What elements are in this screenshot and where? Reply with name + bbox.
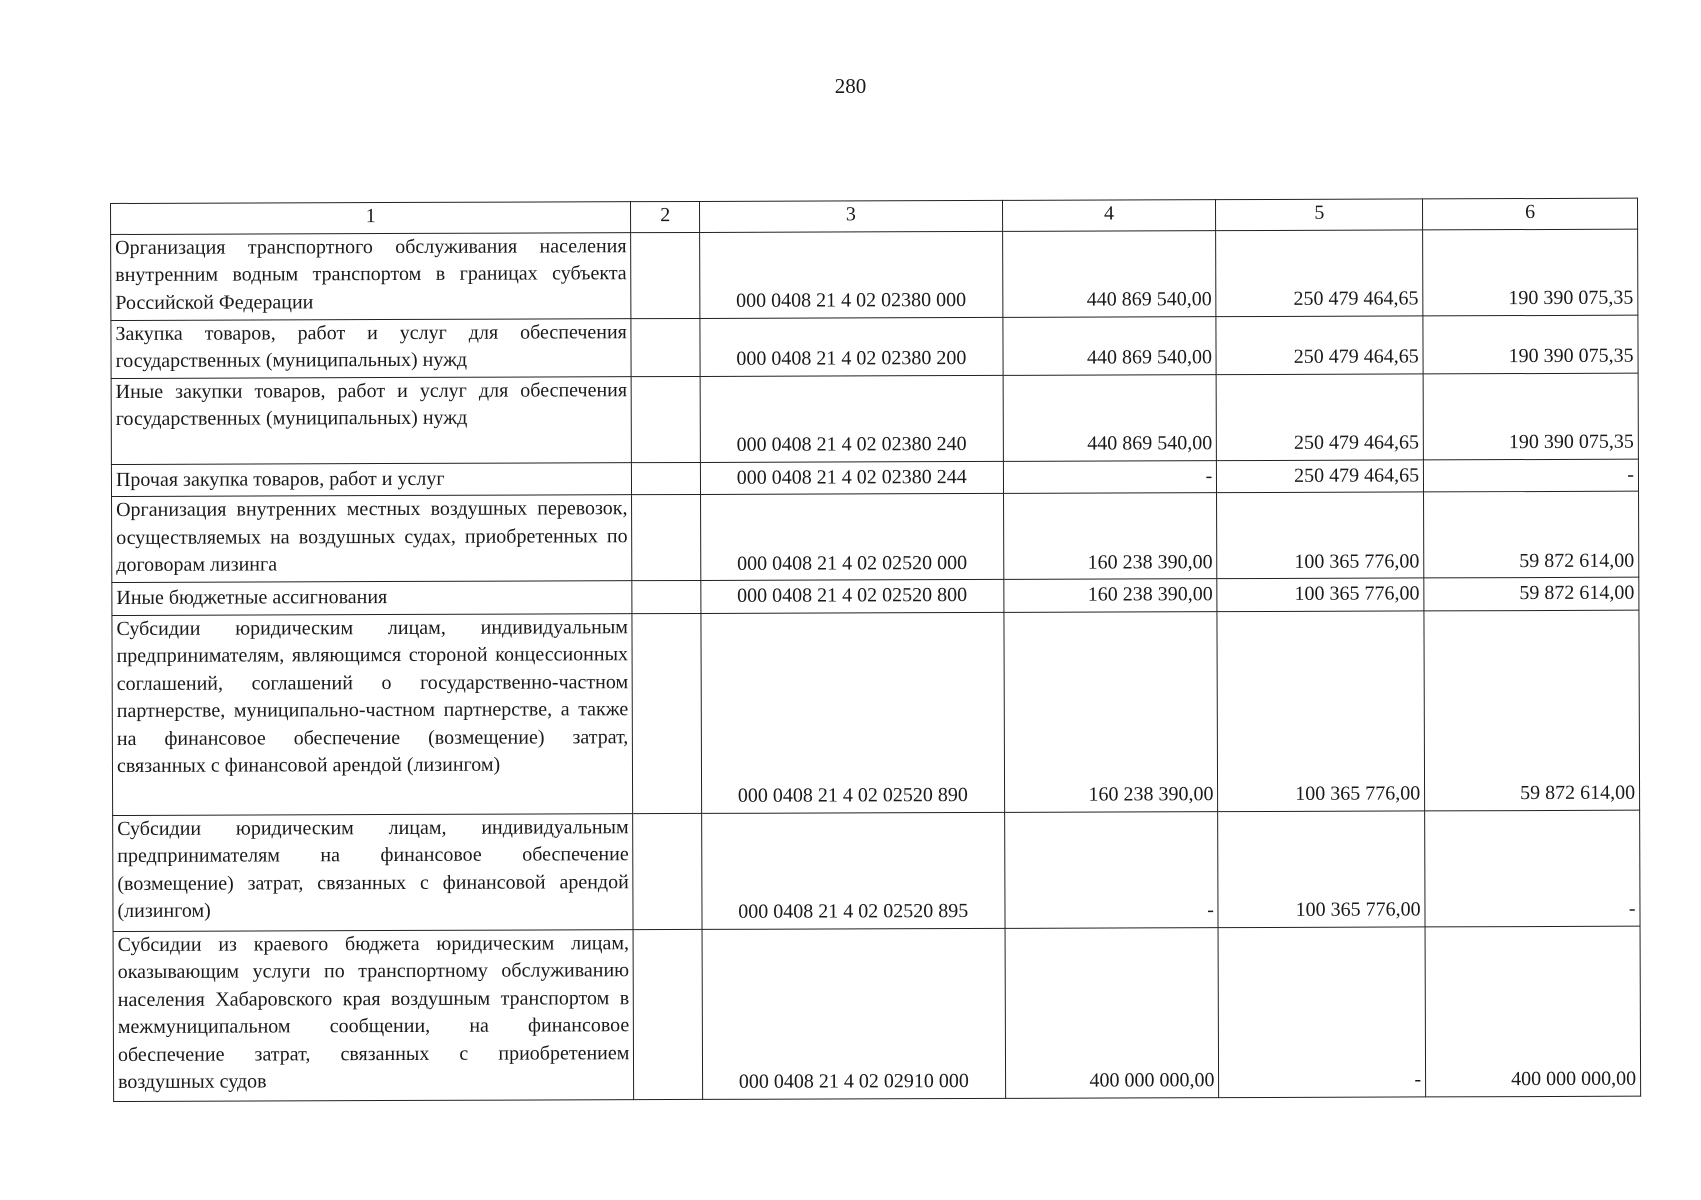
- column-header-6: 6: [1423, 198, 1638, 229]
- row-col2: [632, 613, 701, 813]
- row-col2: [632, 580, 701, 613]
- table-row: [111, 459, 1638, 497]
- row-code: 000 0408 21 4 02 02520 895: [702, 812, 1005, 929]
- row-col6: -: [1425, 810, 1640, 927]
- row-name: Организация внутренних местных воздушных перевозок, осуществляемых на воздушных судах, приобретенных по договорам лизинга: [112, 495, 633, 583]
- row-code: 000 0408 21 4 02 02910 000: [702, 928, 1005, 1099]
- row-col6: 190 390 075,35: [1423, 373, 1638, 460]
- table-row: [112, 491, 1639, 582]
- row-code: 000 0408 21 4 02 02380 200: [700, 317, 1003, 376]
- row-col5: 250 479 464,65: [1216, 315, 1423, 374]
- row-code: 000 0408 21 4 02 02520 800: [701, 579, 1004, 613]
- row-code: 000 0408 21 4 02 02520 890: [701, 612, 1004, 813]
- row-col5: 100 365 776,00: [1217, 578, 1424, 611]
- table-row: [111, 373, 1638, 464]
- table-row: [113, 926, 1641, 1101]
- row-col4: 400 000 000,00: [1005, 927, 1219, 1098]
- row-name: Иные бюджетные ассигнования: [112, 581, 633, 615]
- row-col4: 160 238 390,00: [1003, 493, 1217, 580]
- row-col5: 250 479 464,65: [1216, 373, 1423, 460]
- row-col2: [631, 232, 700, 318]
- row-col2: [632, 494, 701, 580]
- budget-table: [110, 198, 1641, 1102]
- row-col2: [633, 929, 702, 1099]
- row-col5: 100 365 776,00: [1218, 810, 1425, 927]
- row-col6: 190 390 075,35: [1423, 229, 1638, 316]
- row-col6: -: [1424, 459, 1639, 492]
- row-col4: 160 238 390,00: [1003, 579, 1217, 612]
- row-col2: [632, 462, 701, 495]
- row-col6: 190 390 075,35: [1423, 315, 1638, 374]
- row-name: Субсидии из краевого бюджета юридическим лицам, оказывающим услуги по транспортному обслуживанию населения Хабаровского края воздушным транспортом в межмуниципальном сообщении, на финансовое обеспечение затрат, связанных с приобретением воздушных судов: [113, 929, 634, 1101]
- row-code: 000 0408 21 4 02 02520 000: [701, 493, 1004, 580]
- row-name: Субсидии юридическим лицам, индивидуальным предпринимателям на финансовое обеспечение (возмещение) затрат, связанных с финансовой арендой (лизингом): [113, 813, 634, 931]
- row-col5: 250 479 464,65: [1217, 459, 1424, 492]
- row-code: 000 0408 21 4 02 02380 000: [700, 231, 1003, 318]
- row-code: 000 0408 21 4 02 02380 244: [700, 461, 1003, 495]
- row-name: Прочая закупка товаров, работ и услуг: [111, 462, 632, 496]
- row-col4: 440 869 540,00: [1002, 230, 1216, 317]
- column-header-5: 5: [1216, 199, 1423, 230]
- row-col5: 100 365 776,00: [1217, 610, 1424, 811]
- row-col6: 59 872 614,00: [1424, 610, 1640, 811]
- row-col4: -: [1003, 460, 1217, 493]
- row-name: Субсидии юридическим лицам, индивидуальным предпринимателям, являющимся стороной концессионных соглашений, соглашений о государственно-частном партнерстве, муниципально-частном партнерстве, а также на финансовое обеспечение (возмещение) затрат, связанных с финансовой арендой (лизингом): [112, 613, 633, 815]
- column-header-2: 2: [631, 201, 700, 232]
- row-col4: 160 238 390,00: [1003, 611, 1218, 812]
- column-header-3: 3: [699, 200, 1002, 232]
- table-row: [112, 577, 1639, 615]
- column-header-1: 1: [111, 202, 632, 234]
- row-name: Организация транспортного обслуживания населения внутренним водным транспортом в границах субъекта Российской Федерации: [111, 232, 632, 320]
- row-col6: 59 872 614,00: [1424, 577, 1639, 610]
- row-name: Иные закупки товаров, работ и услуг для обеспечения государственных (муниципальных) нужд: [111, 376, 632, 464]
- row-col2: [632, 376, 701, 462]
- page-number: 280: [834, 74, 867, 98]
- table-row: [111, 315, 1638, 378]
- column-header-4: 4: [1002, 200, 1216, 231]
- row-col2: [633, 813, 702, 929]
- row-col6: 59 872 614,00: [1424, 491, 1639, 578]
- row-col4: 440 869 540,00: [1002, 316, 1216, 375]
- row-code: 000 0408 21 4 02 02380 240: [700, 375, 1003, 462]
- table-row: [111, 229, 1638, 320]
- row-col5: -: [1218, 926, 1425, 1097]
- row-col4: 440 869 540,00: [1003, 374, 1217, 461]
- table-row: [112, 610, 1640, 815]
- row-col5: 100 365 776,00: [1217, 492, 1424, 579]
- row-col6: 400 000 000,00: [1425, 926, 1640, 1097]
- row-col5: 250 479 464,65: [1216, 229, 1423, 316]
- table-row: [113, 810, 1640, 931]
- row-col4: -: [1004, 811, 1218, 928]
- row-name: Закупка товаров, работ и услуг для обеспечения государственных (муниципальных) нужд: [111, 318, 632, 378]
- row-col2: [631, 318, 700, 376]
